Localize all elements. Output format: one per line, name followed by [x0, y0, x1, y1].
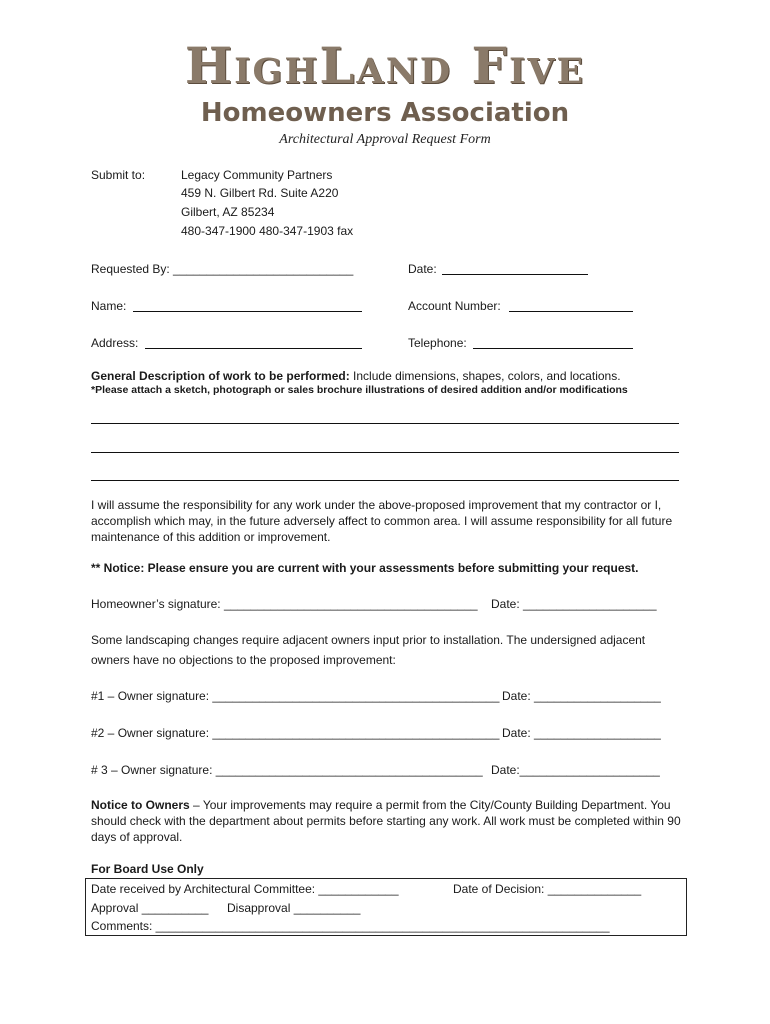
hoa-logo: HighLand Five	[184, 36, 586, 95]
description-heading-bold: General Description of work to be performed:	[91, 369, 350, 383]
owner-3-date-field[interactable]: Date:_____________________	[491, 763, 660, 777]
form-title: Architectural Approval Request Form	[279, 132, 491, 147]
address-label: Address:	[91, 336, 139, 350]
homeowner-date-field[interactable]: Date: ____________________	[491, 597, 657, 611]
notice-to-owners-text: – Your improvements may require a permit from the City/County Building Department. You should check with the department about permits before starting any work. All work must be completed within 90 days of approval.	[91, 798, 681, 844]
account-number-line[interactable]	[509, 311, 633, 312]
owner-1-date-field[interactable]: Date: ___________________	[502, 689, 661, 703]
homeowner-signature-field[interactable]: Homeowner’s signature: ______________________________________	[91, 597, 478, 611]
responsibility-paragraph: I will assume the responsibility for any work under the above-proposed improvement that my contractor or I, accomplish which may, in the future adversely affect to common area. I will assume responsibility for all future maintenance of this addition or improvement.	[91, 498, 673, 544]
attach-note: *Please attach a sketch, photograph or sales brochure illustrations of desired addition and/or modifications	[91, 384, 628, 396]
owner-2-date-field[interactable]: Date: ___________________	[502, 726, 661, 740]
name-label: Name:	[91, 299, 127, 313]
owner-2-signature-field[interactable]: #2 – Owner signature: ___________________________________________	[91, 726, 500, 740]
submit-line-company: Legacy Community Partners	[181, 168, 333, 182]
comments-field[interactable]: Comments: ____________________________________________________________________	[91, 919, 610, 933]
telephone-line[interactable]	[473, 348, 633, 349]
disapproval-field[interactable]: Disapproval __________	[227, 901, 361, 915]
requested-by-field[interactable]: Requested By: ___________________________	[91, 262, 354, 276]
landscaping-text-line-2: owners have no objections to the proposed improvement:	[91, 653, 396, 667]
assessment-notice: ** Notice: Please ensure you are current with your assessments before submitting your request.	[91, 561, 639, 575]
approval-field[interactable]: Approval __________	[91, 901, 209, 915]
submit-line-street: 459 N. Gilbert Rd. Suite A220	[181, 186, 339, 200]
submit-line-phone: 480-347-1900 480-347-1903 fax	[181, 224, 354, 238]
notice-to-owners	[91, 797, 681, 845]
description-line-2[interactable]	[91, 452, 679, 453]
submit-line-city: Gilbert, AZ 85234	[181, 205, 275, 219]
name-line[interactable]	[133, 311, 362, 312]
description-heading-rest: Include dimensions, shapes, colors, and locations.	[349, 369, 621, 383]
owner-3-signature-field[interactable]: # 3 – Owner signature: ________________________________________	[91, 763, 483, 777]
address-line[interactable]	[145, 348, 362, 349]
hoa-logo-subtitle: Homeowners Association	[200, 98, 570, 128]
description-heading	[91, 369, 621, 383]
description-line-1[interactable]	[91, 423, 679, 424]
telephone-label: Telephone:	[408, 336, 467, 350]
description-line-3[interactable]	[91, 480, 679, 481]
date-label: Date:	[408, 262, 437, 276]
account-number-label: Account Number:	[408, 299, 501, 313]
notice-to-owners-heading: Notice to Owners	[91, 798, 190, 812]
board-use-heading: For Board Use Only	[91, 862, 204, 876]
date-of-decision-field[interactable]: Date of Decision: ______________	[453, 882, 642, 896]
owner-1-signature-field[interactable]: #1 – Owner signature: ___________________________________________	[91, 689, 500, 703]
landscaping-text-line-1: Some landscaping changes require adjacent owners input prior to installation. The undersigned adjacent	[91, 633, 646, 647]
date-received-field[interactable]: Date received by Architectural Committee: ____________	[91, 882, 399, 896]
date-line[interactable]	[442, 274, 588, 275]
submit-to-label: Submit to:	[91, 168, 146, 182]
